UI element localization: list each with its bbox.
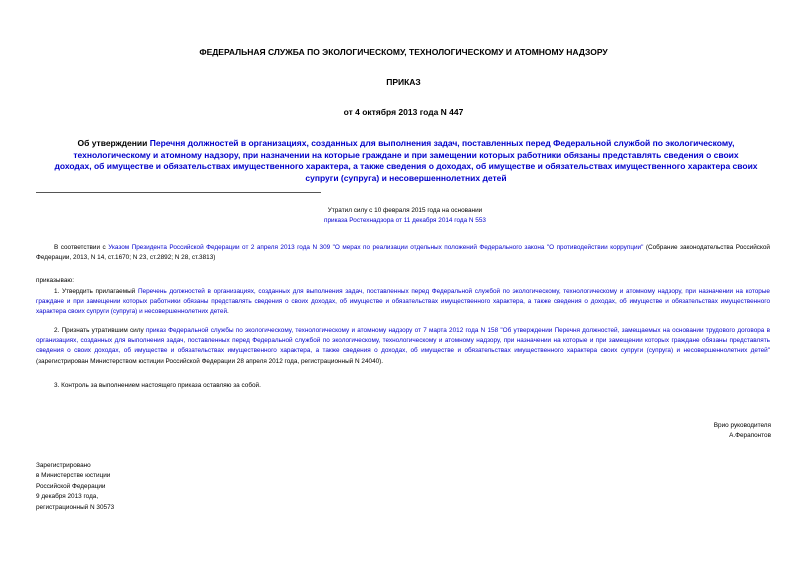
preamble-text-2: (Собрание законодательства Российской Федерации, 2013, N 14, ст.1670; N 23, ст.2892; N 28, ст.3813) — [36, 244, 770, 262]
item-2-text-1: 2. Признать утратившим силу — [54, 327, 146, 334]
agency-heading: ФЕДЕРАЛЬНАЯ СЛУЖБА ПО ЭКОЛОГИЧЕСКОМУ, ТЕХНОЛОГИЧЕСКОМУ И АТОМНОМУ НАДЗОРУ — [199, 47, 608, 57]
item-3-paragraph: 3. Контроль за выполнением настоящего приказа оставляю за собой. — [54, 382, 261, 389]
item-2-paragraph — [36, 326, 770, 367]
preamble-link[interactable]: Указом Президента Российской Федерации от 2 апреля 2013 года N 309 "О мерах по реализации отдельных положений Федерального закона "О противодействии коррупции" — [108, 244, 644, 251]
preamble-text-1: В соответствии с — [54, 244, 109, 251]
order-word: приказываю: — [36, 277, 74, 284]
title-link[interactable]: Перечня должностей в организациях, созданных для выполнения задач, поставленных перед Федеральной службой по экологическому, технологическому и атомному надзору, при назначении на которые граждане и при замещении которых работники обязаны представлять сведения о своих доходах, об имуществе и обязательствах имущественного характера, а также сведения о доходах, об имуществе и обязательствах имущественного характера своих супруги (супруга) и несовершеннолетних детей — [54, 138, 758, 183]
item-1-paragraph — [36, 287, 770, 318]
registration-line-3: Российской Федерации — [36, 482, 106, 490]
item-1-link[interactable]: Перечень должностей в организациях, созданных для выполнения задач, поставленных перед Федеральной службой по экологическому, технологическому и атомному надзору, при назначении на которые граждане и при замещении которых работники обязаны представлять сведения о своих доходах, об имуществе и обязательствах имущественного характера, а также сведения о доходах, об имуществе и обязательствах имущественного характера своих супруги (супруга) и несовершеннолетних детей — [36, 288, 770, 316]
status-note-link[interactable]: приказа Ростехнадзора от 11 декабря 2014 года N 553 — [324, 217, 486, 224]
signature-position: Врио руководителя — [713, 422, 771, 429]
item-1-text-1: 1. Утвердить прилагаемый — [54, 288, 138, 295]
registration-line-4: 9 декабря 2013 года, — [36, 493, 99, 501]
preamble-paragraph — [36, 243, 770, 263]
signature-name: А.Ферапонтов — [729, 432, 771, 440]
item-1-text-2: . — [227, 308, 229, 316]
item-2-link[interactable]: приказ Федеральной службы по экологическому, технологическому и атомному надзору от 7 марта 2012 года N 158 "Об утверждении Перечня должностей, замещаемых на основании трудового договора в организациях, созданных для выполнения задач, поставленных перед Федеральной службой по экологическому, технологическому и атомному надзору, при назначении на которые и при замещении которых граждане обязаны представлять сведения о своих доходах, об имуществе и обязательствах имущественного характера, а также сведения о доходах, об имуществе и обязательствах имущественного характера своих супруги (супруга) и несовершеннолетних детей" — [36, 327, 770, 355]
date-number-heading: от 4 октября 2013 года N 447 — [343, 107, 464, 117]
registration-line-5: регистрационный N 30573 — [36, 503, 115, 511]
separator-line — [36, 192, 321, 193]
signature-block — [571, 421, 771, 441]
item-2-text-2: (зарегистрирован Министерством юстиции Российской Федерации 28 апреля 2012 года, регистрационный N 24040). — [36, 357, 384, 365]
status-note — [300, 206, 510, 226]
doc-type-heading: ПРИКАЗ — [386, 77, 421, 87]
document-title — [54, 138, 758, 184]
registration-line-1: Зарегистрировано — [36, 462, 91, 469]
title-prefix: Об утверждении — [77, 138, 150, 148]
registration-block — [36, 461, 236, 513]
status-note-text: Утратил силу с 10 февраля 2015 года на основании — [327, 207, 483, 214]
registration-line-2: в Министерстве юстиции — [36, 472, 111, 480]
